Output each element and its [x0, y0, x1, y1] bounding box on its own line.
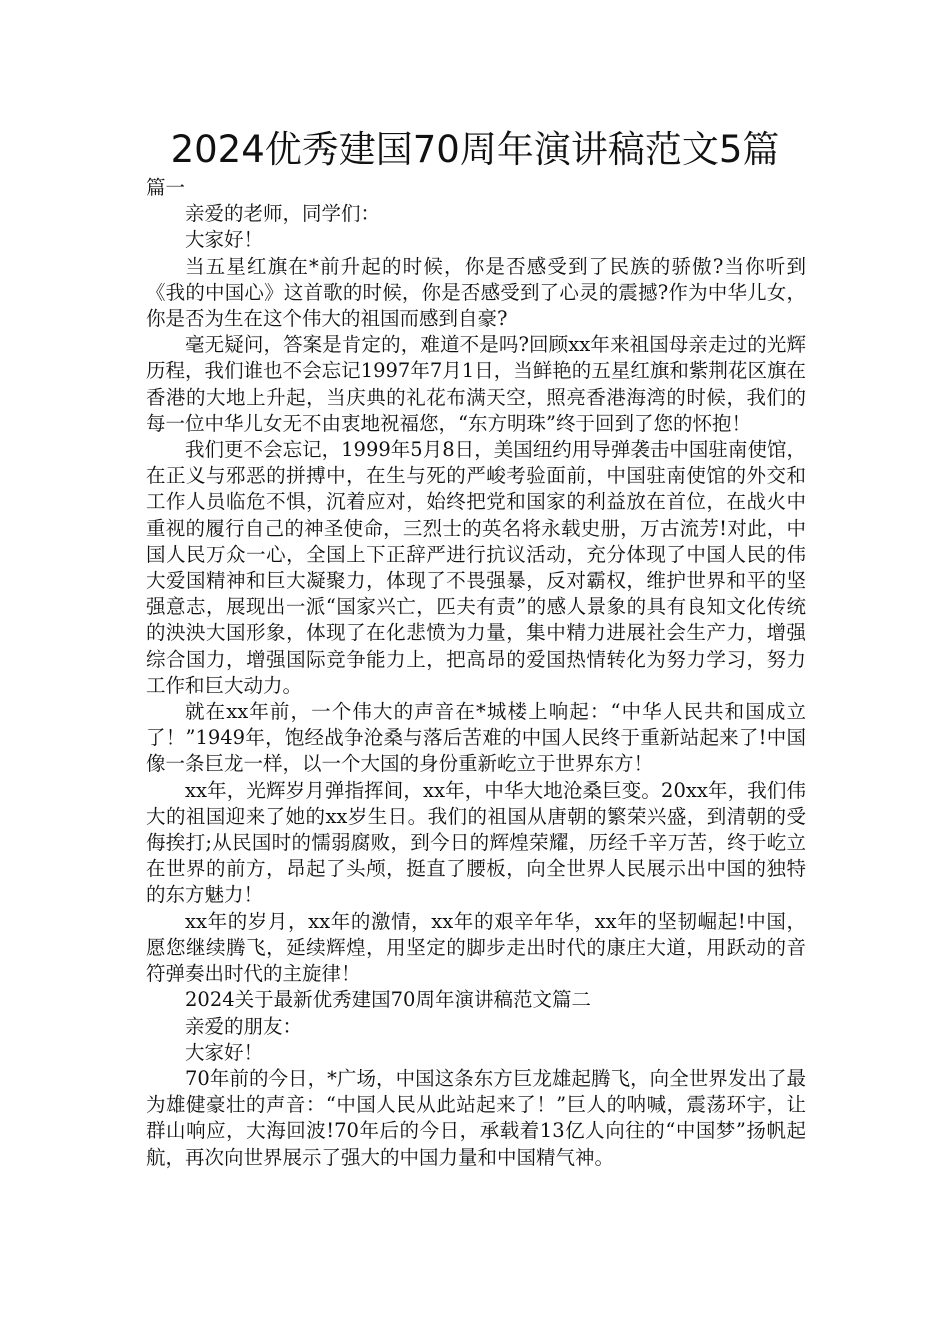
document-title: 2024优秀建国70周年演讲稿范文5篇 [170, 128, 780, 171]
greeting: 大家好！ [185, 228, 264, 252]
section-label: 篇一 [146, 176, 186, 199]
salutation: 亲爱的老师，同学们： [185, 202, 381, 226]
paragraph: 70年前的今日，*广场，中国这条东方巨龙雄起腾飞，向全世界发出了最为雄健豪壮的声音：“中国人民从此站起来了！”巨人的呐喊，震荡环宇，让群山响应，大海回波!70年后的今日，承载着13亿人向往的“中国梦”扬帆起航，再次向世界展示了强大的中国力量和中国精气神。 [146, 1066, 806, 1169]
paragraph: 就在xx年前，一个伟大的声音在*城楼上响起：“中华人民共和国成立了！”1949年，饱经战争沧桑与落后苦难的中国人民终于重新站起来了!中国像一条巨龙一样，以一个大国的身份重新屹立于世界东方！ [146, 700, 806, 776]
paragraph: 当五星红旗在*前升起的时候，你是否感受到了民族的骄傲?当你听到《我的中国心》这首歌的时候，你是否感受到了心灵的震撼?作为中华儿女，你是否为生在这个伟大的祖国而感到自豪? [146, 254, 806, 331]
paragraph: 毫无疑问，答案是肯定的，难道不是吗?回顾xx年来祖国母亲走过的光辉历程，我们谁也不会忘记1997年7月1日，当鲜艳的五星红旗和紫荆花区旗在香港的大地上升起，当庆典的礼花布满天空，照亮香港海湾的时候，我们的每一位中华儿女无不由衷地祝福您，“东方明珠”终于回到了您的怀抱！ [146, 333, 806, 435]
paragraph: xx年，光辉岁月弹指挥间，xx年，中华大地沧桑巨变。20xx年，我们伟大的祖国迎来了她的xx岁生日。我们的祖国从唐朝的繁荣兴盛，到清朝的受侮挨打;从民国时的懦弱腐败，到今日的辉煌荣耀，历经千辛万苦，终于屹立在世界的前方，昂起了头颅，挺直了腰板，向全世界人民展示出中国的独特的东方魅力！ [146, 778, 806, 907]
document-body [146, 175, 806, 1171]
paragraph: 我们更不会忘记，1999年5月8日，美国纽约用导弹袭击中国驻南使馆，在正义与邪恶的拼搏中，在生与死的严峻考验面前，中国驻南使馆的外交和工作人员临危不惧，沉着应对，始终把党和国家的利益放在首位，在战火中重视的履行自己的神圣使命，三烈士的英名将永载史册，万古流芳!对此，中国人民万众一心，全国上下正辞严进行抗议活动，充分体现了中国人民的伟大爱国精神和巨大凝聚力，体现了不畏强暴，反对霸权，维护世界和平的坚强意志，展现出一派“国家兴亡，匹夫有责”的感人景象的具有良知文化传统的泱泱大国形象，体现了在化悲愤为力量，集中精力进展社会生产力，增强综合国力，增强国际竞争能力上，把高昂的爱国热情转化为努力学习，努力工作和巨大动力。 [146, 438, 806, 697]
section-heading: 2024关于最新优秀建国70周年演讲稿范文篇二 [185, 988, 591, 1012]
salutation: 亲爱的朋友： [185, 1014, 303, 1038]
greeting: 大家好！ [185, 1040, 264, 1064]
paragraph: xx年的岁月，xx年的激情，xx年的艰辛年华，xx年的坚韧崛起!中国，愿您继续腾飞，延续辉煌，用坚定的脚步走出时代的康庄大道，用跃动的音符弹奏出时代的主旋律！ [146, 909, 806, 986]
